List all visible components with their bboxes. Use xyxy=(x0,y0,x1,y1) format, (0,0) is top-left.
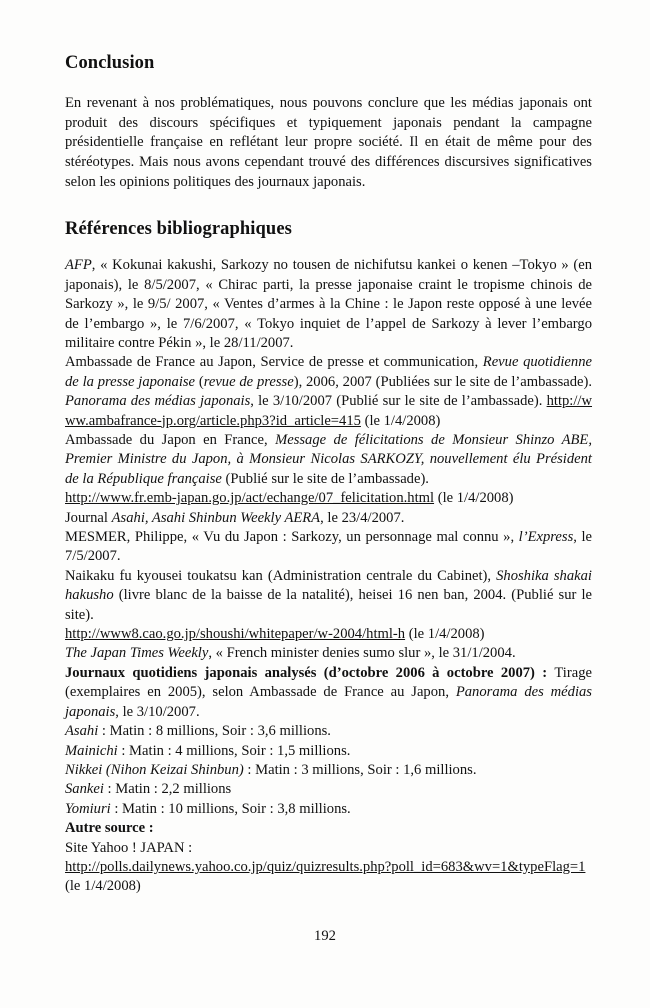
bibliography-entries xyxy=(65,256,592,722)
italic-text: Shoshika shakai hakusho xyxy=(65,567,592,604)
italic-text: Nikkei (Nihon Keizai Shinbun) xyxy=(65,761,244,778)
reference-text: (le 1/4/2008) xyxy=(405,626,485,643)
reference-text: : Matin : 10 millions, Soir : 3,8 millions. xyxy=(110,800,351,817)
italic-text: Panorama des médias japonais xyxy=(65,393,251,410)
other-source-heading-text: Autre source : xyxy=(65,820,154,837)
italic-text: Asahi, Asahi Shinbun Weekly AERA xyxy=(111,509,321,526)
reference-text: : Matin : 3 millions, Soir : 1,6 millions. xyxy=(243,761,477,778)
italic-text: Mainichi xyxy=(65,742,118,759)
reference-text: (Publié sur le site de l’ambassade). xyxy=(221,470,429,487)
reference-text: : Matin : 8 millions, Soir : 3,6 millions. xyxy=(98,723,331,740)
reference-url[interactable]: http://www.fr.emb-japan.go.jp/act/echange/07_felicitation.html xyxy=(65,490,435,507)
reference-mesmer xyxy=(65,528,592,567)
other-source-site-label: Site Yahoo ! JAPAN : xyxy=(65,839,193,856)
reference-journaux-quotidiens xyxy=(65,664,592,722)
reference-text: : Matin : 4 millions, Soir : 1,5 millions. xyxy=(117,742,351,759)
bold-text: Journaux quotidiens japonais analysés (d’octobre 2006 à octobre 2007) xyxy=(65,664,535,681)
circulation-item-asahi xyxy=(65,722,592,741)
page-number: 192 xyxy=(314,928,336,944)
italic-text: Yomiuri xyxy=(65,800,111,817)
page-content xyxy=(65,52,592,897)
reference-text: , « French minister denies sumo slur », le 31/1/2004. xyxy=(208,645,516,662)
reference-text: Tirage (exemplaires en 2005), selon Ambassade de France au Japon, xyxy=(65,664,592,701)
circulation-item-nikkei xyxy=(65,761,592,780)
reference-journal-asahi xyxy=(65,509,592,528)
reference-ambassade-japon-url xyxy=(65,489,592,508)
other-source-heading xyxy=(65,819,592,838)
reference-ambassade-france xyxy=(65,353,592,431)
reference-naikaku-url xyxy=(65,625,592,644)
italic-text: Panorama des médias japonais xyxy=(65,684,592,720)
reference-naikaku xyxy=(65,567,592,625)
reference-text: , le 7/5/2007. xyxy=(65,529,592,565)
circulation-item-mainichi xyxy=(65,742,592,761)
circulation-item-yomiuri xyxy=(65,800,592,819)
reference-url[interactable]: http://www.ambafrance-jp.org/article.php3?id_article=415 xyxy=(65,393,593,429)
reference-url[interactable]: http://www8.cao.go.jp/shoushi/whitepaper/w-2004/html-h xyxy=(65,626,406,643)
italic-text: l’Express xyxy=(518,529,574,546)
reference-text: (livre blanc de la baisse de la natalité), heisei 16 nen ban, 2004. (Publié sur le site). xyxy=(65,587,592,623)
conclusion-paragraph: En revenant à nos problématiques, nous pouvons conclure que les médias japonais ont produit des discours spécifiques et typiquement japonais pendant la campagne présidentielle française en reflétant leur propre société. Il en était de même pour des stéréotypes. Mais nous avons cependant trouvé des différences discursives significatives selon les opinions politiques des journaux japonais. xyxy=(65,95,592,190)
reference-ambassade-japon xyxy=(65,431,592,489)
italic-text: Revue quotidienne de la presse japonaise xyxy=(65,354,592,390)
bibliography-heading: Références bibliographiques xyxy=(65,219,292,240)
reference-afp xyxy=(65,256,592,353)
italic-text: Sankei xyxy=(65,781,104,798)
conclusion-heading: Conclusion xyxy=(65,53,155,73)
reference-text: , « Kokunai kakushi, Sarkozy no tousen de nichifutsu kankei o kenen –Tokyo » (en japonais), le 8/5/2007, « Chirac parti, la presse japonaise craint le tropisme chinois de Sarkozy », le 9/5/ 2007, « Ventes d’armes à la Chine : le Japon reste opposé à une levée de l’embargo », le 7/6/2007, « Tokyo inquiet de l’appel de Sarkozy à lever l’embargo militaire contre Pékin », le 28/11/2007. xyxy=(65,257,592,351)
yahoo-poll-url[interactable]: http://polls.dailynews.yahoo.co.jp/quiz/quizresults.php?poll_id=683&wv=1&typeFlag=1 xyxy=(65,858,586,875)
bibliography-list xyxy=(65,256,592,896)
bold-text: : xyxy=(534,664,555,681)
reference-text: , le 23/4/2007. xyxy=(320,509,405,526)
reference-text: Journal xyxy=(65,509,112,526)
reference-text: , le 3/10/2007 (Publié sur le site de l’ambassade). xyxy=(250,393,547,410)
italic-text: Message de félicitations de Monsieur Shinzo ABE, Premier Ministre du Japon, à Monsieur Nicolas SARKOZY, nouvellement élu Président de la République française xyxy=(65,432,592,487)
reference-text: : Matin : 2,2 millions xyxy=(103,781,232,798)
reference-text: ), 2006, 2007 (Publiées sur le site de l’ambassade). xyxy=(293,373,593,390)
reference-text: Naikaku fu kyousei toukatsu kan (Administration centrale du Cabinet), xyxy=(65,567,497,584)
reference-text: , le 3/10/2007. xyxy=(115,703,200,720)
other-source-url-line xyxy=(65,858,592,897)
reference-text: MESMER, Philippe, « Vu du Japon : Sarkozy, un personnage mal connu », xyxy=(65,529,519,546)
italic-text: The Japan Times Weekly xyxy=(65,645,209,662)
italic-text: AFP xyxy=(65,257,92,274)
reference-japan-times xyxy=(65,644,592,663)
reference-text: (le 1/4/2008) xyxy=(434,490,514,507)
reference-text: Ambassade de France au Japon, Service de presse et communication, xyxy=(65,354,483,371)
italic-text: revue de presse xyxy=(203,373,294,390)
reference-text: Ambassade du Japon en France, xyxy=(65,432,276,448)
yahoo-poll-access-date: (le 1/4/2008) xyxy=(65,878,141,895)
reference-text: ( xyxy=(195,373,204,390)
italic-text: Asahi xyxy=(65,723,99,740)
reference-text: (le 1/4/2008) xyxy=(360,412,441,429)
circulation-list xyxy=(65,722,592,819)
circulation-item-sankei xyxy=(65,780,592,799)
